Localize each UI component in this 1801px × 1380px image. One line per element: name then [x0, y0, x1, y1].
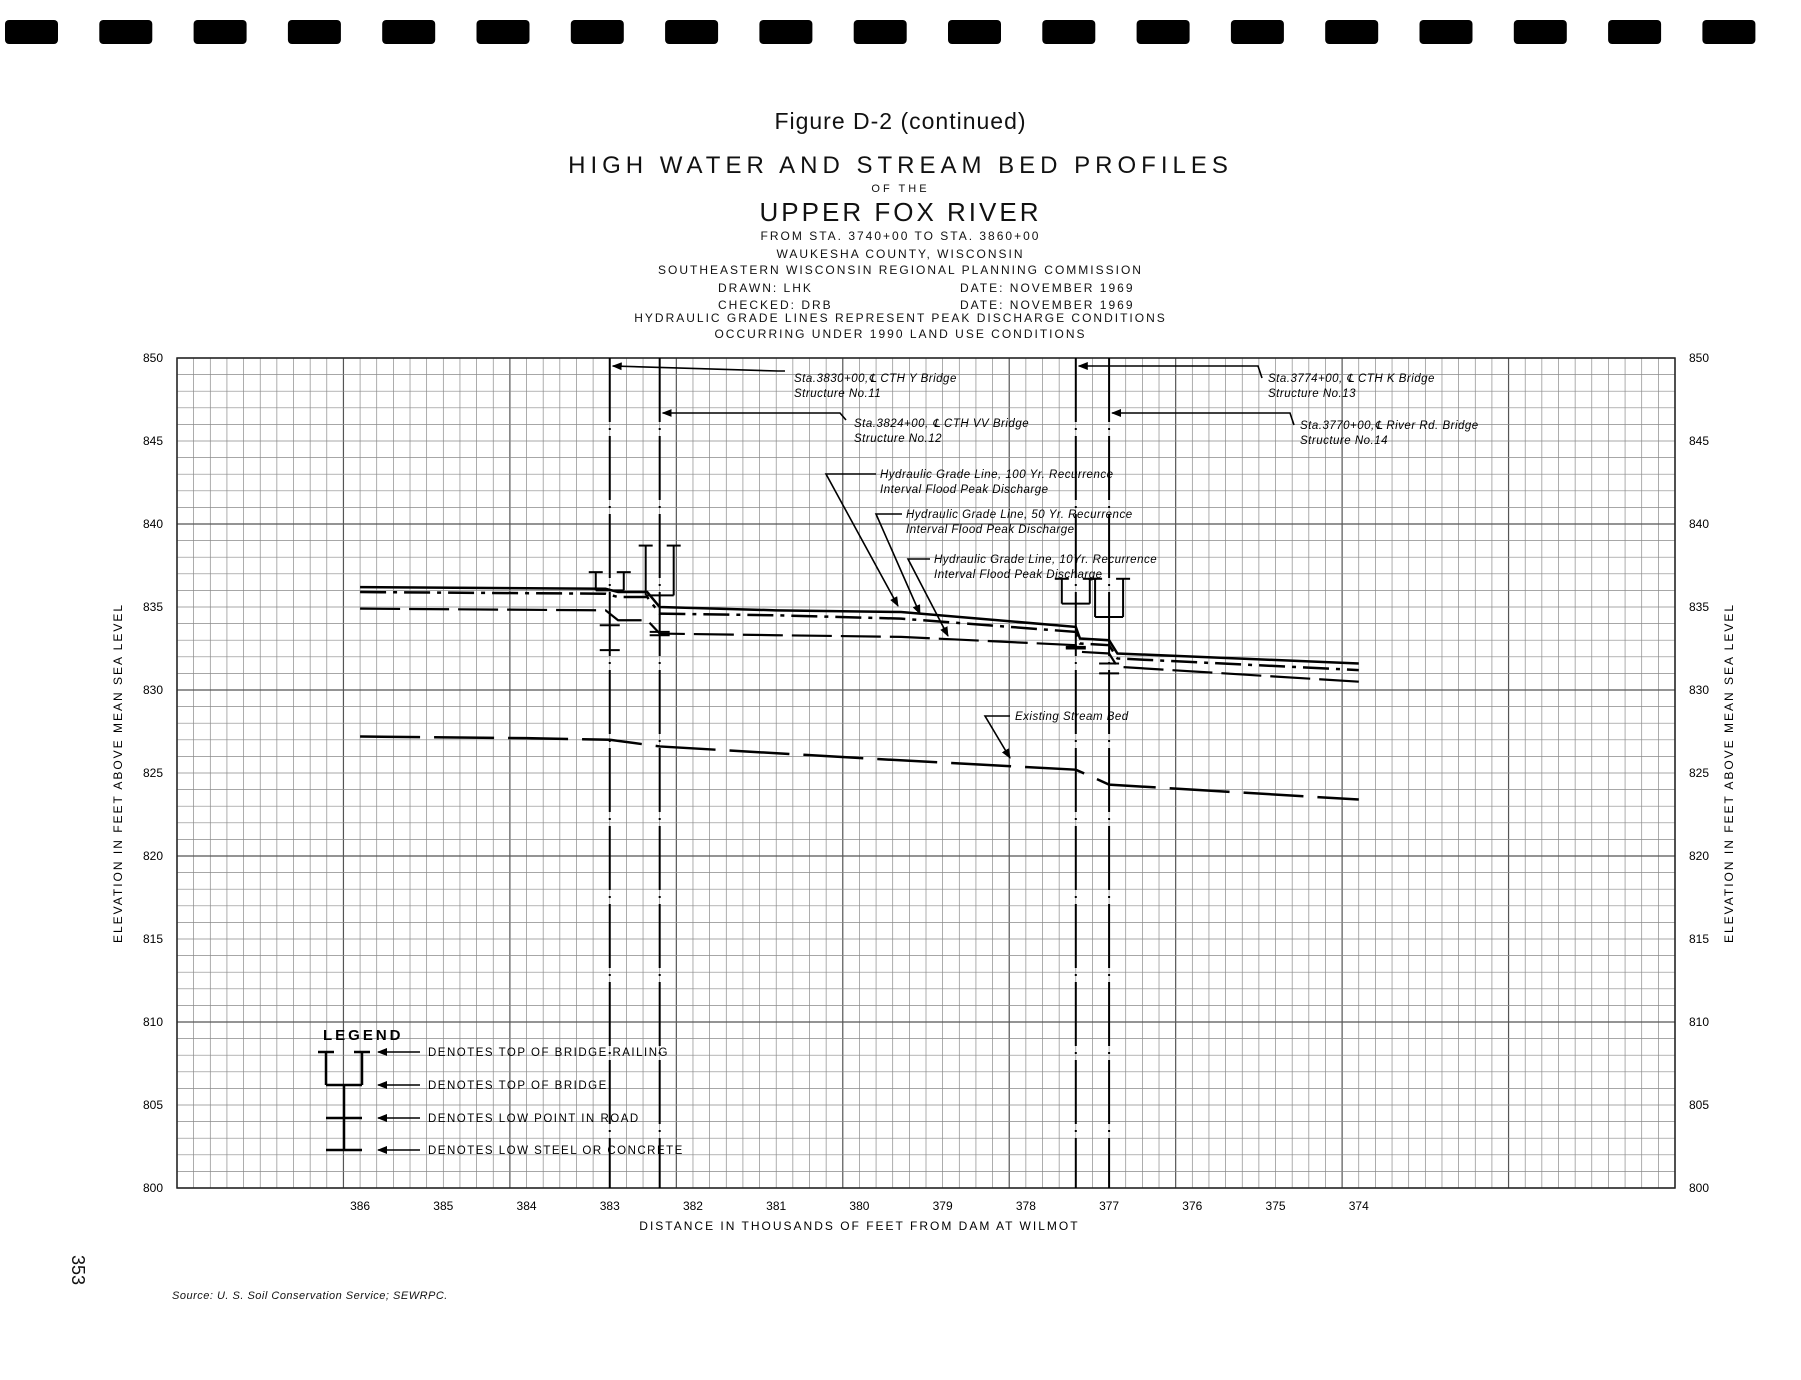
leader-hgl-50 [876, 514, 920, 614]
x-tick-label: 380 [849, 1199, 870, 1213]
binder-hole [1608, 20, 1661, 44]
y-tick-label-left: 815 [142, 932, 163, 946]
title-of-the: OF THE [871, 183, 930, 195]
x-tick-label: 376 [1182, 1199, 1203, 1213]
legend-item-label: DENOTES TOP OF BRIDGE [428, 1080, 608, 1092]
x-tick-label: 374 [1348, 1199, 1369, 1213]
y-tick-label-right: 810 [1689, 1015, 1710, 1029]
x-tick-label: 385 [433, 1199, 454, 1213]
y-tick-label-right: 830 [1689, 683, 1710, 697]
binder-hole [99, 20, 152, 44]
series-line-3 [360, 736, 1359, 799]
y-tick-label-right: 850 [1689, 351, 1710, 365]
binder-hole [948, 20, 1001, 44]
binder-hole [1137, 20, 1190, 44]
conditions-note-line2: OCCURRING UNDER 1990 LAND USE CONDITIONS [714, 327, 1087, 341]
bridge-symbol [1088, 579, 1130, 674]
binder-hole [288, 20, 341, 44]
x-tick-label: 379 [932, 1199, 953, 1213]
plot-frame [177, 358, 1675, 1188]
binder-hole [1231, 20, 1284, 44]
y-tick-label-left: 800 [142, 1181, 163, 1195]
x-tick-label: 383 [599, 1199, 620, 1213]
y-tick-label-right: 800 [1689, 1181, 1710, 1195]
y-axis-title-right: ELEVATION IN FEET ABOVE MEAN SEA LEVEL [1722, 602, 1736, 944]
binder-hole [1042, 20, 1095, 44]
station-range: FROM STA. 3740+00 TO STA. 3860+00 [760, 229, 1041, 243]
series-line-2 [360, 609, 1359, 682]
binder-hole [571, 20, 624, 44]
bridge-symbol [1055, 579, 1097, 649]
x-tick-label: 386 [350, 1199, 371, 1213]
binder-hole [665, 20, 718, 44]
annotation-hgl-100-line-1: Hydraulic Grade Line, 100 Yr. Recurrence [880, 469, 1114, 481]
y-tick-label-left: 850 [142, 351, 163, 365]
checked-by: CHECKED: DRB [718, 298, 833, 312]
binder-hole [854, 20, 907, 44]
y-tick-label-left: 835 [142, 600, 163, 614]
leader-hgl-100 [826, 474, 898, 606]
chart-title: HIGH WATER AND STREAM BED PROFILES [568, 152, 1233, 179]
x-tick-label: 382 [682, 1199, 703, 1213]
y-tick-label-right: 840 [1689, 517, 1710, 531]
binder-hole [5, 20, 58, 44]
binder-hole-strip [0, 0, 1801, 60]
y-tick-label-right: 835 [1689, 600, 1710, 614]
commission-name: SOUTHEASTERN WISCONSIN REGIONAL PLANNING COMMISSION [658, 263, 1143, 277]
legend [318, 1027, 684, 1157]
page-number: 353 [68, 1255, 88, 1286]
binder-hole [477, 20, 530, 44]
conditions-note-line1: HYDRAULIC GRADE LINES REPRESENT PEAK DISCHARGE CONDITIONS [634, 311, 1167, 325]
leader-bridge-12 [663, 413, 846, 420]
river-name: UPPER FOX RIVER [759, 197, 1042, 227]
y-tick-label-right: 845 [1689, 434, 1710, 448]
y-axis-title-left: ELEVATION IN FEET ABOVE MEAN SEA LEVEL [111, 602, 125, 944]
county-name: WAUKESHA COUNTY, WISCONSIN [776, 247, 1025, 261]
legend-title: LEGEND [323, 1027, 404, 1044]
drawn-date: DATE: NOVEMBER 1969 [960, 281, 1135, 295]
y-tick-label-left: 825 [142, 766, 163, 780]
figure-label: Figure D-2 (continued) [774, 108, 1027, 134]
leader-bridge-14 [1112, 413, 1294, 425]
binder-hole [1420, 20, 1473, 44]
annotation-bridge-14-line-2: Structure No.14 [1300, 435, 1389, 447]
series-line-1 [360, 592, 1359, 670]
annotation-bridge-12-line-2: Structure No.12 [854, 433, 943, 445]
drawn-by: DRAWN: LHK [718, 281, 813, 295]
binder-hole [1325, 20, 1378, 44]
legend-item-label: DENOTES TOP OF BRIDGE RAILING [428, 1047, 669, 1059]
x-tick-label: 375 [1265, 1199, 1286, 1213]
y-tick-label-left: 805 [142, 1098, 163, 1112]
annotation-hgl-50-line-2: Interval Flood Peak Discharge [906, 524, 1075, 536]
source-note: Source: U. S. Soil Conservation Service; SEWRPC. [172, 1290, 448, 1302]
bridge-symbol [639, 546, 681, 636]
y-tick-label-left: 840 [142, 517, 163, 531]
legend-item-label: DENOTES LOW STEEL OR CONCRETE [428, 1145, 684, 1157]
binder-hole [382, 20, 435, 44]
y-tick-label-left: 845 [142, 434, 163, 448]
checked-date: DATE: NOVEMBER 1969 [960, 298, 1135, 312]
chart-grid [177, 358, 1675, 1188]
x-tick-label: 381 [766, 1199, 787, 1213]
leader-bridge-11 [613, 366, 785, 371]
annotation-bridge-14-line-1: Sta.3770+00,℄ River Rd. Bridge [1300, 420, 1479, 432]
x-axis-title: DISTANCE IN THOUSANDS OF FEET FROM DAM AT WILMOT [639, 1219, 1080, 1233]
annotation-bridge-13-line-2: Structure No.13 [1268, 388, 1357, 400]
x-tick-label: 378 [1015, 1199, 1036, 1213]
y-tick-label-left: 830 [142, 683, 163, 697]
y-tick-label-left: 810 [142, 1015, 163, 1029]
annotation-bridge-13-line-1: Sta.3774+00, ℄ CTH K Bridge [1268, 373, 1435, 385]
leader-stream-bed [985, 716, 1010, 758]
legend-item-label: DENOTES LOW POINT IN ROAD [428, 1113, 640, 1125]
leader-hgl-10 [908, 559, 948, 636]
bridge-symbol [589, 572, 631, 650]
annotation-hgl-100-line-2: Interval Flood Peak Discharge [880, 484, 1049, 496]
x-tick-label: 377 [1099, 1199, 1120, 1213]
binder-hole [194, 20, 247, 44]
annotation-hgl-10-line-2: Interval Flood Peak Discharge [934, 569, 1103, 581]
annotation-stream-bed-line-1: Existing Stream Bed [1015, 711, 1129, 723]
series-line-0 [360, 587, 1359, 663]
x-tick-label: 384 [516, 1199, 537, 1213]
annotation-hgl-10-line-1: Hydraulic Grade Line, 10Yr. Recurrence [934, 554, 1158, 566]
y-tick-label-right: 805 [1689, 1098, 1710, 1112]
binder-hole [1702, 20, 1755, 44]
y-tick-label-right: 825 [1689, 766, 1710, 780]
y-tick-label-right: 820 [1689, 849, 1710, 863]
annotation-bridge-12-line-1: Sta.3824+00, ℄ CTH VV Bridge [854, 418, 1030, 430]
y-tick-label-right: 815 [1689, 932, 1710, 946]
annotation-bridge-11-line-1: Sta.3830+00,℄ CTH Y Bridge [794, 373, 957, 385]
annotation-bridge-11-line-2: Structure No.11 [794, 388, 882, 400]
leader-bridge-13 [1079, 366, 1262, 378]
y-tick-label-left: 820 [142, 849, 163, 863]
binder-hole [1514, 20, 1567, 44]
annotation-hgl-50-line-1: Hydraulic Grade Line, 50 Yr. Recurrence [906, 509, 1133, 521]
binder-hole [759, 20, 812, 44]
